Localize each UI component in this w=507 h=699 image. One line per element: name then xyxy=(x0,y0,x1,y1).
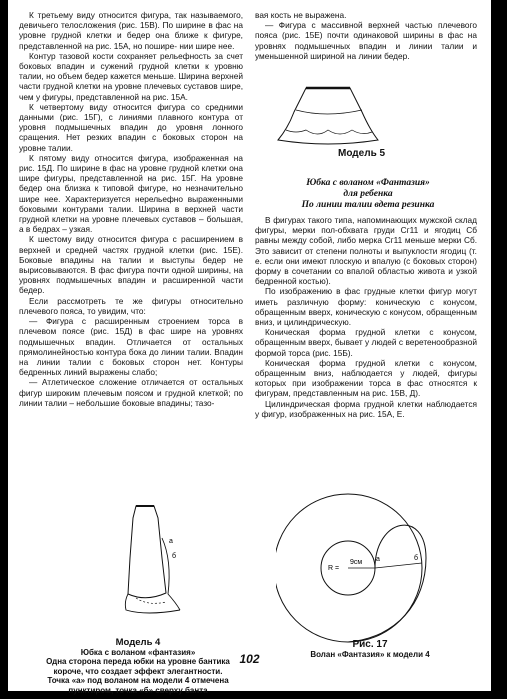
left-column xyxy=(19,10,243,408)
paragraph: Коническая форма грудной клетки с конусом, обращенным вверх, бывает у людей с веретенообразной формой торса (рис. 15Б). xyxy=(255,327,477,358)
paragraph: К шестому виду относится фигура с расширением в верхней и средней частях грудной клетки (рис. 15Е). Боковые впадины на талии и выступы бедер не вырисовываются. В фас фигура почти одной ширины, на уровнях подмышечных впадин и расширенной части бедер. xyxy=(19,234,243,296)
right-top-column xyxy=(255,10,477,61)
heading-line: Юбка с воланом «Фантазия» xyxy=(306,178,430,188)
model4-desc-line: пунктиром, точка «б» сверху банта xyxy=(68,685,208,695)
paragraph: Коническая форма грудной клетки с конусом, обращенным вниз, наблюдается у людей, фигуры которых при изображении торса в фас относятся к фигурам, представленным на рис. 15В, Д). xyxy=(255,357,477,399)
figure17-spiral-flounce xyxy=(276,488,452,648)
model5-heading xyxy=(258,178,478,211)
paragraph: Если рассмотреть те же фигуры относительно плечевого пояса, то увидим, что: xyxy=(19,295,243,316)
paragraph: В фигурах такого типа, напоминающих мужской склад фигуры, мерки пол-обхвата груди Сг11 и ягодиц Сб равны между собой, либо мерка Сг11 меньше мерки Сб. Это зависит от степени полноты и выпуклости ягодиц (т. е. если они имеют плоскую и впалую (с боковых сторон) форму в сочетании со впалой областью живота и узкой бедренной костью). xyxy=(255,215,477,287)
page-number: 102 xyxy=(239,652,260,666)
point-a-label: а xyxy=(376,556,380,563)
heading-line: По линии талии вдета резинка xyxy=(301,200,435,210)
model4-subtitle: Юбка с воланом «фантазия» xyxy=(80,647,196,657)
fig17-subtitle: Волан «Фантазия» к модели 4 xyxy=(310,649,430,659)
model4-desc-line: Одна сторона переда юбки на уровне бантика xyxy=(46,657,230,667)
model4-desc-line: Точка «а» под воланом на модели 4 отмечена xyxy=(47,676,229,686)
paragraph: вая кость не выражена. xyxy=(255,10,347,20)
paragraph: Цилиндрическая форма грудной клетки наблюдается у фигур, изображенных на рис. 15А, Е. xyxy=(255,398,477,419)
page xyxy=(8,0,491,695)
point-b-label: б xyxy=(172,553,177,560)
model5-skirt-illustration xyxy=(266,82,390,148)
fig17-title: Рис. 17 xyxy=(352,639,388,650)
paragraph: По изображению в фас грудные клетки фигур могут иметь различную форму: коническую с конусом, обращенным вверх, коническую с конусом, обращенным вниз, и цилиндрическую. xyxy=(255,286,477,328)
model4-title: Модель 4 xyxy=(115,637,161,648)
paragraph: К четвертому виду относится фигура со средними данными (рис. 15Г), с линиями плавного контура от уровня подмышечных впадин до уровня лонного сращения. Нет резких впадин с боковых сторон на уровне талии. xyxy=(19,101,243,153)
model5-title: Модель 5 xyxy=(338,148,386,159)
point-b-label: б xyxy=(414,555,419,562)
model4-desc-line: короче, что создает эффект элегантности. xyxy=(53,666,223,676)
radius-label: R = xyxy=(328,565,340,572)
point-a-label: а xyxy=(169,538,173,545)
model4-caption xyxy=(28,638,248,696)
paragraph: — Фигура с расширенным строением торса в плечевом поясе (рис. 15Д) в фас шире на уровнях подмышечных впадин. Отличается от остальных прямолинейностью контура бока до линии талии. Впадин на линии талии с боковых сторон нет. Контуры бедренных линий выражены слабо; xyxy=(19,316,243,378)
right-body-column xyxy=(255,215,477,419)
radius-value: 9см xyxy=(350,559,363,566)
paragraph: Контур тазовой кости сохраняет рельефность за счет боковых впадин и сужений грудной клетки к уровню талии, но объем бедер кажется меньше. Ширина верхней части грудной клетки на уровне плечевых суставов шире, чем у фигуры, представленной на рис. 15А. xyxy=(19,50,243,102)
paragraph: К пятому виду относится фигура, изображенная на рис. 15Д. По ширине в фас на уровне грудной клетки она шире фигуры, представленной на рис. 15Г. На уровне бедер она близка к типовой фигуре, но незначительно шире нее. Характеризуется нерельефно выраженными боковыми контурами талии. Ширина в верхней части грудной клетки на уровне плечевых суставов – большая, а в бедрах – узкая. xyxy=(19,152,243,235)
heading-line: для ребенка xyxy=(343,189,393,199)
paragraph: — Атлетическое сложение отличается от остальных фигур широким плечевым поясом и грудной клеткой; по линии талии – небольшие боковые впадины; тазо- xyxy=(19,377,243,408)
paragraph: — Фигура с массивной верхней частью плечевого пояса (рис. 15Е) почти одинаковой ширины в фас на уровнях подмышечных впадин и линии талии и уменьшенной шириной на линии бедер. xyxy=(255,20,477,61)
model4-skirt-illustration xyxy=(106,498,186,628)
paragraph: К третьему виду относится фигура, так называемого, девичьего телосложения (рис. 15В). По ширине в фас на уровне грудной клетки и бедер она ближе к фигуре, представленной на рис. 15А, но пошире- нии шире нее. xyxy=(19,10,243,51)
